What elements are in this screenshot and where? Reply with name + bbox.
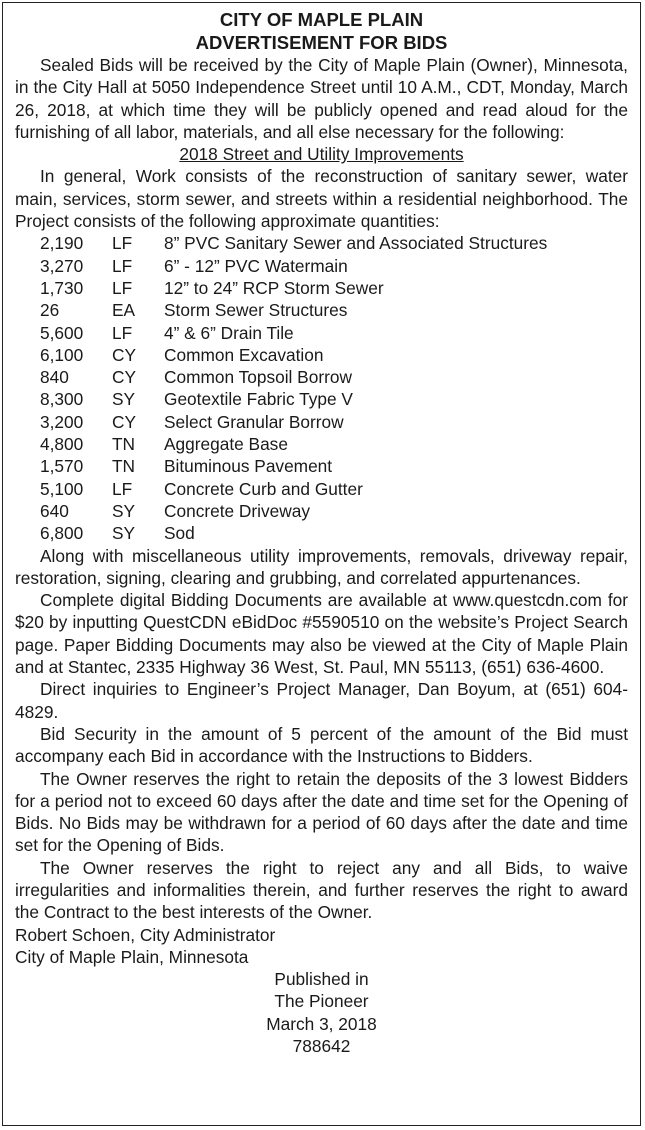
quantity-description: Aggregate Base bbox=[164, 434, 288, 455]
quantity-row bbox=[15, 299, 628, 321]
quantity-value: 3,200 bbox=[40, 411, 84, 432]
publication-name: The Pioneer bbox=[274, 991, 369, 1012]
quantity-row bbox=[15, 388, 628, 410]
quantity-row bbox=[15, 500, 628, 522]
quantity-value: 2,190 bbox=[40, 233, 84, 254]
quantity-value: 1,730 bbox=[40, 277, 84, 298]
notice-title-city: CITY OF MAPLE PLAIN bbox=[219, 9, 424, 30]
quantity-value: 6,800 bbox=[40, 523, 84, 544]
quantity-value: 5,100 bbox=[40, 478, 84, 499]
quantity-description: Concrete Driveway bbox=[164, 500, 310, 521]
publication-id: 788642 bbox=[292, 1036, 351, 1057]
inquiries-paragraph: Direct inquiries to Engineer’s Project Manager, Dan Boyum, at (651) 604-4829. bbox=[15, 679, 628, 722]
quantity-value: 3,270 bbox=[40, 255, 84, 276]
quantity-description: 6” - 12” PVC Watermain bbox=[164, 255, 348, 276]
quantity-row bbox=[15, 433, 628, 455]
project-title: 2018 Street and Utility Improvements bbox=[179, 144, 464, 165]
quantity-description: Geotextile Fabric Type V bbox=[164, 389, 353, 410]
quantity-row bbox=[15, 255, 628, 277]
quantity-row bbox=[15, 344, 628, 366]
documents-paragraph: Complete digital Bidding Documents are available at www.questcdn.com for $20 by inputting QuestCDN eBidDoc #5590510 on the website’s Project Search page. Paper Bidding Documents may also be viewed at the City of Maple Plain and at Stantec, 2335 Highway 36 West, St. Paul, MN 55113, (651) 636-4600. bbox=[15, 590, 628, 678]
quantity-row bbox=[15, 411, 628, 433]
published-in-label: Published in bbox=[274, 969, 369, 990]
quantity-row bbox=[15, 478, 628, 500]
reject-paragraph: The Owner reserves the right to reject any and all Bids, to waive irregularities and informalities therein, and further reserves the right to award the Contract to the best interests of the Owner. bbox=[15, 857, 628, 923]
quantity-description: 4” & 6” Drain Tile bbox=[164, 322, 294, 343]
quantity-value: 840 bbox=[40, 367, 69, 388]
quantity-row bbox=[15, 232, 628, 254]
quantity-unit: TN bbox=[112, 456, 136, 477]
misc-paragraph: Along with miscellaneous utility improvements, removals, driveway repair, restoration, signing, clearing and grubbing, and correlated appurtenances. bbox=[15, 545, 628, 588]
quantity-value: 4,800 bbox=[40, 434, 84, 455]
deposits-paragraph: The Owner reserves the right to retain the deposits of the 3 lowest Bidders for a period not to exceed 60 days after the date and time set for the Opening of Bids. No Bids may be withdrawn for a period of 60 days after the date and time set for the Opening of Bids. bbox=[15, 768, 628, 856]
intro-paragraph: Sealed Bids will be received by the City of Maple Plain (Owner), Minnesota, in the City Hall at 5050 Independence Street until 10 A.M., CDT, Monday, March 26, 2018, at which time they will be publicly opened and read aloud for the furnishing of all labor, materials, and all else necessary for the following: bbox=[15, 55, 628, 142]
quantity-unit: LF bbox=[112, 255, 133, 276]
quantity-row bbox=[15, 322, 628, 344]
quantity-list bbox=[15, 232, 628, 544]
quantity-unit: CY bbox=[112, 344, 137, 365]
quantity-unit: LF bbox=[112, 322, 133, 343]
quantity-unit: SY bbox=[112, 500, 136, 521]
quantity-description: Sod bbox=[164, 523, 195, 544]
general-paragraph: In general, Work consists of the reconstruction of sanitary sewer, water main, services, storm sewer, and streets within a residential neighborhood. The Project consists of the following approximate quantities: bbox=[15, 166, 628, 232]
quantity-description: Common Excavation bbox=[164, 344, 324, 365]
quantity-unit: CY bbox=[112, 367, 137, 388]
quantity-row bbox=[15, 455, 628, 477]
publication-date: March 3, 2018 bbox=[266, 1013, 377, 1034]
quantity-value: 26 bbox=[40, 300, 60, 321]
quantity-description: 8” PVC Sanitary Sewer and Associated Structures bbox=[164, 233, 548, 254]
signer-name: Robert Schoen, City Administrator bbox=[15, 924, 276, 945]
quantity-unit: SY bbox=[112, 389, 136, 410]
quantity-unit: SY bbox=[112, 523, 136, 544]
signer-organization: City of Maple Plain, Minnesota bbox=[15, 946, 249, 967]
quantity-description: Select Granular Borrow bbox=[164, 411, 344, 432]
quantity-row bbox=[15, 522, 628, 544]
quantity-value: 1,570 bbox=[40, 456, 84, 477]
quantity-description: Bituminous Pavement bbox=[164, 456, 333, 477]
legal-notice bbox=[2, 2, 641, 1126]
quantity-value: 5,600 bbox=[40, 322, 84, 343]
notice-title-ad: ADVERTISEMENT FOR BIDS bbox=[195, 31, 448, 53]
security-paragraph: Bid Security in the amount of 5 percent of the amount of the Bid must accompany each Bid in accordance with the Instructions to Bidders. bbox=[15, 723, 628, 767]
quantity-unit: TN bbox=[112, 434, 136, 455]
quantity-value: 6,100 bbox=[40, 344, 84, 365]
quantity-unit: LF bbox=[112, 277, 133, 298]
quantity-description: Concrete Curb and Gutter bbox=[164, 478, 363, 499]
quantity-row bbox=[15, 366, 628, 388]
quantity-row bbox=[15, 277, 628, 299]
quantity-unit: LF bbox=[112, 478, 133, 499]
quantity-unit: EA bbox=[112, 300, 136, 321]
quantity-value: 8,300 bbox=[40, 389, 84, 410]
quantity-description: 12” to 24” RCP Storm Sewer bbox=[164, 277, 384, 298]
quantity-unit: LF bbox=[112, 233, 133, 254]
quantity-description: Storm Sewer Structures bbox=[164, 300, 348, 321]
quantity-description: Common Topsoil Borrow bbox=[164, 367, 352, 388]
quantity-unit: CY bbox=[112, 411, 137, 432]
quantity-value: 640 bbox=[40, 500, 69, 521]
